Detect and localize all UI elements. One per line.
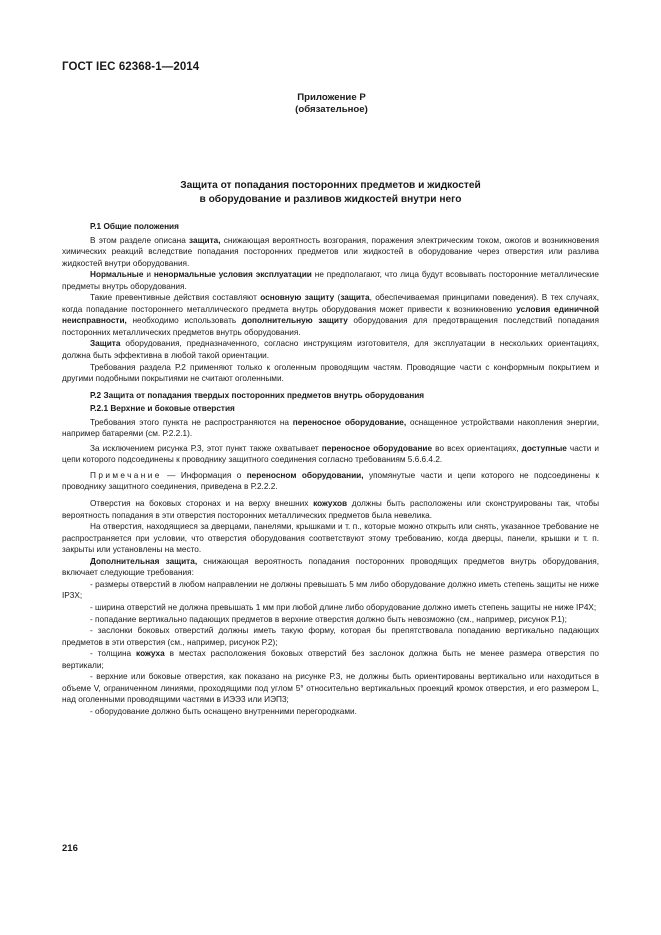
text-run: Такие превентивные действия составляют <box>90 293 261 303</box>
list-item <box>62 614 599 626</box>
term-bold: защита <box>340 293 370 303</box>
note-label: Примечание <box>90 470 162 480</box>
text-run: , обеспечиваемая принципами поведения). В тех случаях, когда попадание постороннего металлического предмета внутрь оборудования может привести к возникновению <box>62 293 599 314</box>
term-bold: переносное оборудование <box>321 443 433 453</box>
text-run: - ширина отверстий не должна превышать 1 мм при любой длине либо оборудование должно иметь степень защиты не ниже IP4X; <box>90 602 597 612</box>
main-title-line2: в оборудование и разливов жидкостей внутри него <box>199 194 462 205</box>
paragraph-p2-2 <box>62 443 599 466</box>
appendix-title: Приложение Р <box>297 92 366 103</box>
main-title-line1: Защита от попадания посторонних предметов и жидкостей <box>180 180 481 191</box>
section-heading-p2: Р.2 Защита от попадания твердых посторонних предметов внутрь оборудования <box>90 390 425 400</box>
paragraph-p1-5: Требования раздела Р.2 применяют только к оголенным проводящим частям. Проводящие части с конформным покрытием и другими подобными покрытиями не считают оголенными. <box>62 362 599 384</box>
appendix-status: (обязательное) <box>295 104 368 115</box>
note-dash: — <box>161 470 181 480</box>
page-number: 216 <box>62 843 78 854</box>
paragraph-p2-1 <box>62 417 599 440</box>
text-run: В этом разделе описана <box>90 235 189 245</box>
text-run: оснащенное устройствами накопления энергии, например батареями (см. Р.2.2.1). <box>62 417 600 439</box>
text-run: оборудования для предотвращения последствий попадания посторонних металлических предметов внутрь оборудования. <box>62 316 599 337</box>
term-bold: переносном оборудовании, <box>246 470 364 480</box>
list-item <box>62 648 599 671</box>
text-run: снижающая вероятность возгорания, поражения электрическим током, ожогов и возникновения химических реакций вследствие попадания посторонних предметов или жидкостей в оборудование через отверстия или разлива жидкостей внутри оборудования. <box>62 235 599 268</box>
text-run: упомянутые части и цепи которого не подсоединены к проводнику защитного соединения, приведена в Р.2.2.2. <box>62 470 600 492</box>
text-run: не предполагают, что лица будут всовывать посторонние металлические предметы внутрь оборудования. <box>62 270 599 291</box>
text-run: во всех ориентациях, <box>432 443 522 453</box>
term-bold: Нормальные <box>90 270 144 280</box>
text-run: должны быть расположены или сконструированы так, чтобы вероятность попадания в эти отверстия посторонних металлических предметов была невелика. <box>62 499 599 520</box>
paragraph-p2-4: На отверстия, находящиеся за дверцами, панелями, крышками и т. п., которые можно открыть или снять, указанное требование не распространяется при условии, что отверстия оборудования соответствуют этому требованию, когда дверцы, панели, крышки и т. п. закрыты или установлены на место. <box>62 522 599 555</box>
text-run: Требования этого пункта не распространяются на <box>90 417 293 427</box>
text-run: снижающая вероятность попадания посторонних проводящих предметов внутрь оборудования, включает следующие требования: <box>62 556 599 578</box>
text-run: - попадание вертикально падающих предметов в верхние отверстия должно быть невозможно (см., например, рисунок Р.1); <box>90 614 567 624</box>
text-run: Информация о <box>180 470 247 480</box>
text-run: части и цепи которого подсоединены к проводнику защитного соединения согласно требованиям 5.6.6.4.2. <box>62 443 599 465</box>
subsection-heading-p2-1: Р.2.1 Верхние и боковые отверстия <box>90 404 235 414</box>
text-run: - заслонки боковых отверстий должны иметь такую форму, которая бы препятствовала попаданию вертикально падающих предметов в эти отверстия (см., например, рисунок Р.2); <box>62 626 599 647</box>
term-bold: переносное оборудование, <box>292 417 407 427</box>
list-item <box>62 579 599 602</box>
paragraph-p1-1 <box>62 235 599 270</box>
list-item <box>62 671 599 706</box>
document-body <box>62 221 599 717</box>
term-bold: условия единичной неисправности, <box>62 304 599 326</box>
list-item <box>62 602 599 614</box>
text-run: в местах расположения боковых отверстий без заслонок должна быть не менее размера отверстия по вертикали; <box>62 649 600 670</box>
text-run: - толщина <box>90 649 137 659</box>
term-bold: дополнительную защиту <box>241 316 348 326</box>
text-run: необходимо использовать <box>126 316 242 326</box>
list-item <box>62 625 599 648</box>
main-title <box>0 179 661 207</box>
text-run: За исключением рисунка Р.3, этот пункт также охватывает <box>90 443 322 453</box>
term-bold: кожуха <box>136 649 165 659</box>
list-item <box>62 706 599 718</box>
term-bold: Защита <box>90 339 121 349</box>
term-bold: кожухов <box>313 499 348 509</box>
note-paragraph <box>62 470 599 493</box>
term-bold: Дополнительная защита, <box>90 556 198 566</box>
text-run: Отверстия на боковых сторонах и на верху внешних <box>90 499 314 509</box>
paragraph-p1-4 <box>62 338 599 361</box>
paragraph-p1-3 <box>62 292 599 338</box>
term-bold: защита, <box>189 235 221 245</box>
paragraph-p1-2 <box>62 269 599 292</box>
text-run: оборудования, предназначенного, согласно инструкциям изготовителя, для эксплуатации в нескольких ориентациях, должна быть эффективна в любой такой ориентации. <box>62 339 599 361</box>
text-run: - верхние или боковые отверстия, как показано на рисунке Р.3, не должны быть ориентированы вертикально или находиться в объеме V, ограниченном линиями, проходящими под углом 5° относительно вертикальных проекций кромок отверстия, и его размером L, над оголенными проводящими частями в ИЭЭ3 или ИЭП3; <box>62 672 599 705</box>
term-bold: ненормальные условия эксплуатации <box>153 270 312 280</box>
paragraph-p2-5 <box>62 556 599 579</box>
term-bold: основную защиту <box>260 293 335 303</box>
paragraph-p2-3 <box>62 498 599 521</box>
document-id: ГОСТ IEC 62368-1—2014 <box>62 61 200 73</box>
text-run: - оборудование должно быть оснащено внутренними перегородками. <box>90 706 357 716</box>
text-run: - размеры отверстий в любом направлении не должны превышать 5 мм либо оборудование должно иметь степень защиты не ниже IP3X; <box>62 579 599 601</box>
appendix-heading <box>0 92 661 116</box>
term-bold: доступные <box>521 443 567 453</box>
text-run: ( <box>334 293 341 303</box>
section-heading-p1: Р.1 Общие положения <box>90 222 179 231</box>
text-run: и <box>143 270 154 280</box>
